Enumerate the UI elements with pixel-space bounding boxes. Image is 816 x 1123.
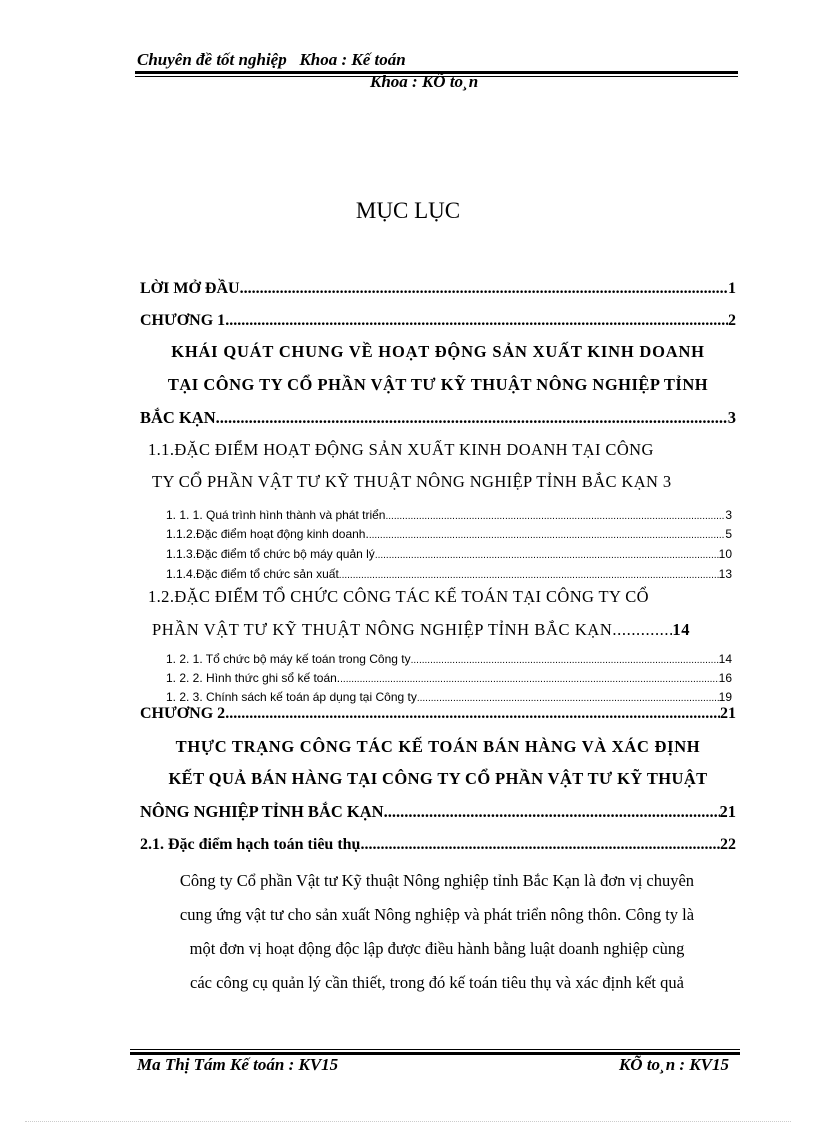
toc-label: NÔNG NGHIỆP TỈNH BẮC KẠN	[140, 802, 384, 821]
toc-entry-1-2-2[interactable]	[166, 671, 732, 685]
toc-entry-chuong-2[interactable]	[140, 705, 736, 723]
toc-page: 16	[718, 671, 732, 685]
body-line: Công ty Cổ phần Vật tư Kỹ thuật Nông nghiệp tỉnh Bắc Kạn là đơn vị chuyên	[179, 871, 695, 890]
toc-label: 1.1.2.Đặc điểm hoạt động kinh doanh.	[166, 527, 369, 541]
toc-page: 21	[720, 705, 736, 722]
toc-label: BẮC KẠN	[140, 408, 216, 427]
toc-label: 1. 2. 3. Chính sách kế toán áp dụng tại Công ty	[166, 690, 417, 704]
toc-page: 21	[719, 802, 736, 821]
toc-page: 19	[718, 690, 732, 704]
footer-author: Ma Thị Tám Kế toán : KV15	[137, 1055, 339, 1074]
toc-label: 1.1.4.Đặc điểm tổ chức sản xuất	[166, 567, 339, 581]
toc-entry-chuong-1[interactable]	[140, 312, 736, 330]
toc-page: 13	[718, 567, 732, 581]
toc-label: LỜI MỞ ĐẦU	[140, 280, 240, 297]
toc-s1-1-line1[interactable]: 1.1.ĐẶC ĐIỂM HOẠT ĐỘNG SẢN XUẤT KINH DOANH TẠI CÔNG	[148, 440, 654, 459]
toc-entry-1-1-4[interactable]	[166, 567, 732, 581]
toc-entry-chuong1-title-end[interactable]	[140, 408, 736, 428]
page-title: MỤC LỤC	[355, 198, 461, 223]
toc-entry-loi-mo-dau[interactable]	[140, 280, 736, 298]
toc-page: 10	[718, 547, 732, 561]
toc-page: 3	[725, 508, 732, 522]
toc-chuong2-title-line2[interactable]: KẾT QUẢ BÁN HÀNG TẠI CÔNG TY CỔ PHẦN VẬT TƯ KỸ THUẬT	[168, 769, 708, 788]
toc-entry-1-2-1[interactable]	[166, 652, 732, 666]
toc-label: 1. 2. 2. Hình thức ghi sổ kế toán.	[166, 671, 341, 685]
toc-s1-1-line2[interactable]: TY CỔ PHẦN VẬT TƯ KỸ THUẬT NÔNG NGHIỆP TỈNH BẮC KẠN 3	[152, 472, 672, 491]
body-paragraph	[137, 864, 737, 1000]
toc-chuong1-title-line1[interactable]: KHÁI QUÁT CHUNG VỀ HOẠT ĐỘNG SẢN XUẤT KINH DOANH	[171, 342, 705, 361]
toc-page: 22	[720, 836, 736, 853]
toc-s1-2-line1[interactable]: 1.2.ĐẶC ĐIỂM TỔ CHỨC CÔNG TÁC KẾ TOÁN TẠI CÔNG TY CỔ	[148, 587, 649, 606]
toc-entry-1-1-3[interactable]	[166, 547, 732, 561]
toc-chuong2-title-line1[interactable]: THỰC TRẠNG CÔNG TÁC KẾ TOÁN BÁN HÀNG VÀ XÁC ĐỊNH	[175, 737, 701, 756]
footer-rule-thin	[130, 1049, 740, 1050]
toc-page: 14	[672, 620, 691, 639]
toc-chuong1-title-line2[interactable]: TẠI CÔNG TY CỔ PHẦN VẬT TƯ KỸ THUẬT NÔNG NGHIỆP TỈNH	[167, 375, 709, 394]
toc-entry-1-2-3[interactable]	[166, 690, 732, 704]
toc-label: 1. 2. 1. Tổ chức bộ máy kế toán trong Công ty	[166, 652, 411, 666]
toc-label: 1.1.3.Đặc điểm tổ chức bộ máy quản lý	[166, 547, 375, 561]
body-line: cung ứng vật tư cho sản xuất Nông nghiệp và phát triển nông thôn. Công ty là	[179, 905, 695, 924]
header-title: Chuyên đề tốt nghiệp Khoa : Kế toán	[137, 50, 406, 69]
toc-label: 1. 1. 1. Quá trình hình thành và phát triển	[166, 508, 386, 522]
body-line: các công cụ quản lý cần thiết, trong đó kế toán tiêu thụ và xác định kết quả	[190, 973, 684, 992]
toc-page: 3	[727, 408, 736, 427]
toc-entry-2-1[interactable]	[140, 836, 736, 854]
body-line: một đơn vị hoạt động độc lập được điều hành bằng luật doanh nghiệp cùng	[189, 939, 685, 958]
toc-page: 1	[728, 280, 736, 297]
page-edge	[25, 1121, 791, 1122]
toc-label: CHƯƠNG 1	[140, 312, 226, 329]
toc-label: CHƯƠNG 2	[140, 705, 226, 722]
toc-entry-s1-2-end[interactable]	[152, 620, 720, 640]
toc-label: 2.1. Đặc điểm hạch toán tiêu thụ	[140, 836, 361, 853]
toc-page: 2	[728, 312, 736, 329]
footer-class: KÕ to¸n : KV15	[618, 1055, 729, 1074]
toc-page: 5	[725, 527, 732, 541]
header-subtitle: Khoa : KÕ to¸n	[370, 72, 479, 91]
toc-entry-1-1-1[interactable]	[166, 508, 732, 522]
toc-entry-1-1-2[interactable]	[166, 527, 732, 541]
toc-label: PHẦN VẬT TƯ KỸ THUẬT NÔNG NGHIỆP TỈNH BẮC KẠN	[152, 620, 613, 639]
toc-page: 14	[718, 652, 732, 666]
toc-entry-chuong2-title-end[interactable]	[140, 802, 736, 822]
